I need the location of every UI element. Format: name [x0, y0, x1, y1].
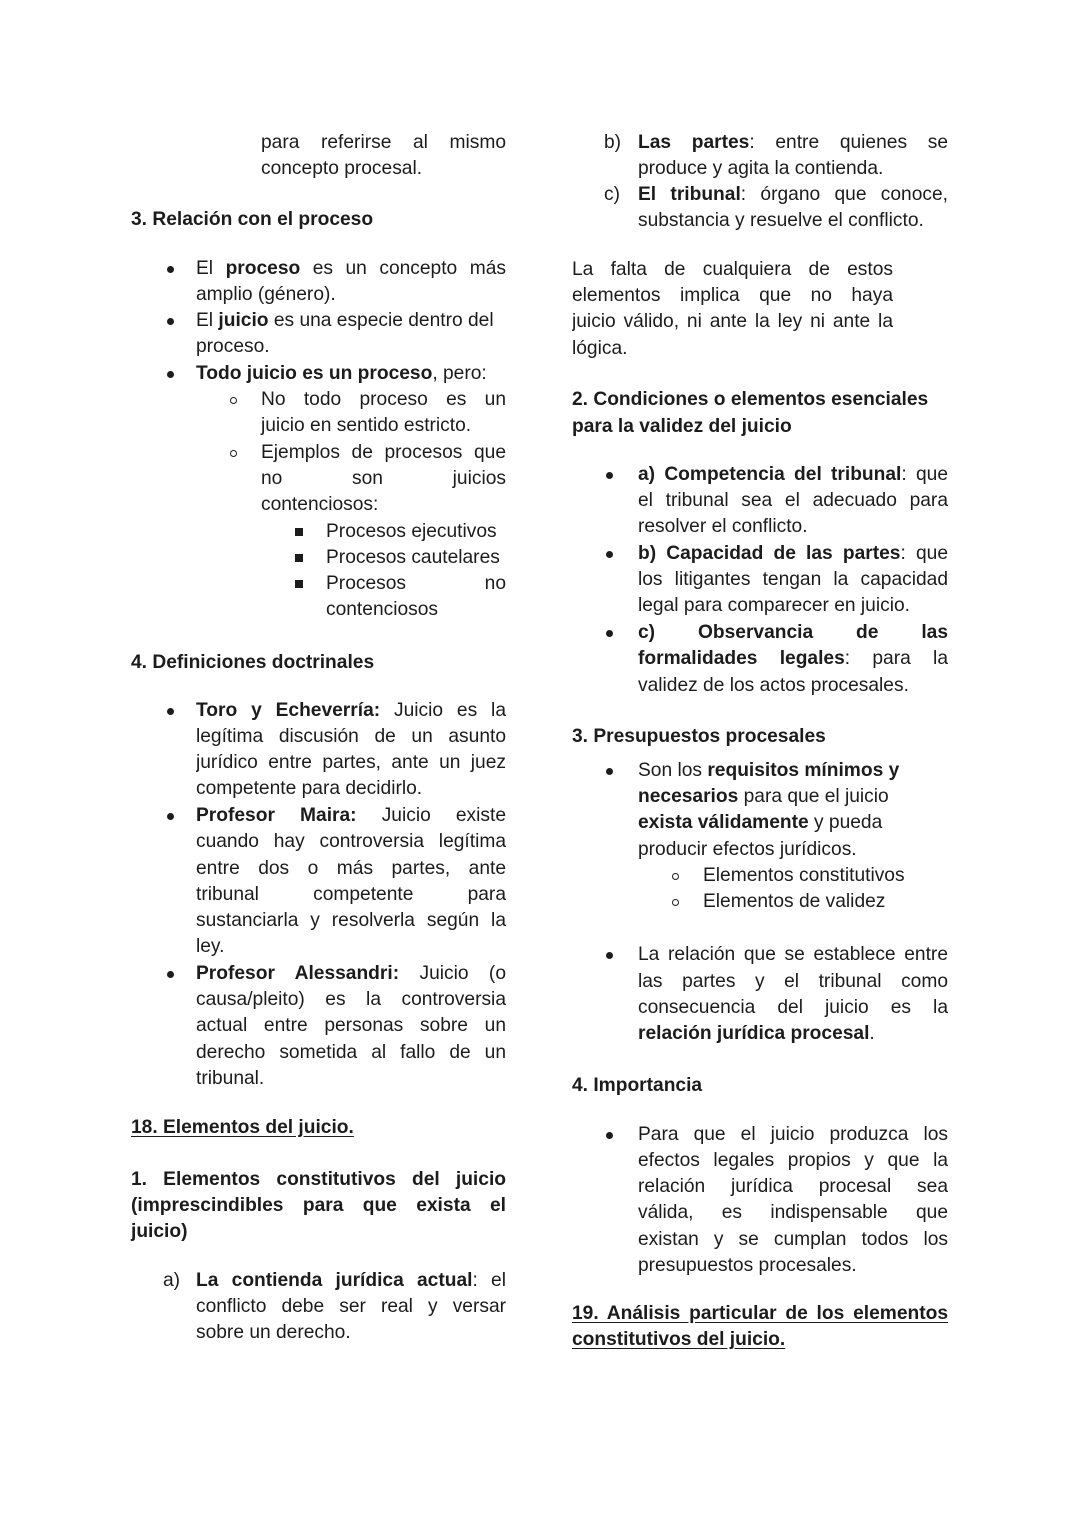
definition-line: tribunal competente para: [196, 884, 506, 905]
bullet-icon: [606, 630, 613, 637]
subsection-heading: (imprescindibles para que exista el: [131, 1195, 506, 1216]
square-bullet-icon: [295, 528, 303, 536]
section-heading: 2. Condiciones o elementos esenciales: [572, 389, 929, 410]
chapter-heading: 19. Análisis particular de los elementos: [572, 1303, 948, 1324]
condition-line: validez de los actos procesales.: [638, 675, 909, 696]
condition-item: b) Capacidad de las partes: que: [638, 543, 948, 564]
bullet-icon: [606, 768, 613, 775]
condition-line: formalidades legales: para la: [638, 648, 948, 669]
importance-line: relación jurídica procesal sea: [638, 1176, 948, 1197]
definition-line: sustanciarla y resolverla según la: [196, 910, 506, 931]
sub-item-cont: juicio en sentido estricto.: [261, 415, 472, 436]
sub-item: Elementos constitutivos: [703, 865, 905, 886]
section-heading: 3. Relación con el proceso: [131, 209, 374, 230]
square-bullet-icon: [295, 554, 303, 562]
definition-line: derecho sometida al fallo de un: [196, 1042, 506, 1063]
sub-item-cont: contenciosos:: [261, 494, 379, 515]
section-heading: para la validez del juicio: [572, 416, 792, 437]
section-heading: 3. Presupuestos procesales: [572, 726, 826, 747]
importance-line: Para que el juicio produzca los: [638, 1124, 948, 1145]
bullet-icon: [167, 266, 174, 273]
presupuesto-line: necesarios para que el juicio: [638, 786, 889, 807]
list-marker: b): [604, 132, 622, 153]
importance-line: presupuestos procesales.: [638, 1255, 857, 1276]
definition-line: tribunal.: [196, 1068, 265, 1089]
definition-line: cuando hay controversia legítima: [196, 831, 506, 852]
intro-line: concepto procesal.: [261, 158, 423, 179]
sub-item: Elementos de validez: [703, 891, 886, 912]
paragraph-line: La falta de cualquiera de estos: [572, 259, 893, 280]
bullet-icon: [167, 371, 174, 378]
circle-bullet-icon: [230, 450, 237, 457]
bullet-icon: [606, 952, 613, 959]
presupuesto-line: producir efectos jurídicos.: [638, 839, 857, 860]
bullet-icon: [167, 708, 174, 715]
paragraph-line: juicio válido, ni ante la ley ni ante la: [572, 311, 893, 332]
relation-line: las partes y el tribunal como: [638, 971, 948, 992]
definition-line: ley.: [196, 936, 225, 957]
element-line: sobre un derecho.: [196, 1322, 351, 1343]
paragraph-line: elementos implica que no haya: [572, 285, 893, 306]
bullet-icon: [606, 1132, 613, 1139]
definition-item: Toro y Echeverría: Juicio es la: [196, 700, 506, 721]
bullet-icon: [606, 472, 613, 479]
sub-item: Ejemplos de procesos que: [261, 442, 506, 463]
element-line: substancia y resuelve el conflicto.: [638, 210, 924, 231]
relation-line: consecuencia del juicio es la: [638, 997, 948, 1018]
square-bullet-icon: [295, 580, 303, 588]
importance-line: efectos legales propios y que la: [638, 1150, 948, 1171]
subsub-item-cont: contenciosos: [326, 599, 438, 620]
condition-line: los litigantes tengan la capacidad: [638, 569, 948, 590]
section-heading: 4. Definiciones doctrinales: [131, 652, 375, 673]
importance-line: existan y se cumplan todos los: [638, 1229, 948, 1250]
condition-line: el tribunal sea el adecuado para: [638, 490, 948, 511]
element-item: Las partes: entre quienes se: [638, 132, 948, 153]
bullet-icon: [167, 318, 174, 325]
list-item: Todo juicio es un proceso, pero:: [196, 363, 487, 384]
circle-bullet-icon: [672, 899, 679, 906]
relation-line: relación jurídica procesal.: [638, 1023, 875, 1044]
definition-line: jurídico entre partes, ante un juez: [196, 752, 506, 773]
subsection-heading: juicio): [131, 1221, 188, 1242]
list-marker: c): [604, 184, 620, 205]
sub-item-cont: no son juicios: [261, 468, 506, 489]
definition-line: entre dos o más partes, ante: [196, 858, 506, 879]
presupuesto-line: exista válidamente y pueda: [638, 812, 883, 833]
list-item-cont: proceso.: [196, 336, 270, 357]
condition-item: a) Competencia del tribunal: que: [638, 464, 948, 485]
paragraph-line: lógica.: [572, 338, 628, 359]
list-marker: a): [163, 1270, 181, 1291]
chapter-heading: 18. Elementos del juicio.: [131, 1117, 354, 1138]
element-line: conflicto debe ser real y versar: [196, 1296, 506, 1317]
bullet-icon: [167, 971, 174, 978]
subsub-item: Procesos ejecutivos: [326, 521, 497, 542]
list-item-cont: amplio (género).: [196, 284, 336, 305]
circle-bullet-icon: [230, 397, 237, 404]
condition-line: resolver el conflicto.: [638, 516, 808, 537]
bullet-icon: [167, 813, 174, 820]
circle-bullet-icon: [672, 873, 679, 880]
subsection-heading: 1. Elementos constitutivos del juicio: [131, 1169, 506, 1190]
list-item: El proceso es un concepto más: [196, 258, 506, 279]
element-item: La contienda jurídica actual: el: [196, 1270, 506, 1291]
definition-item: Profesor Alessandri: Juicio (o: [196, 963, 506, 984]
list-item: El juicio es una especie dentro del: [196, 310, 494, 331]
element-item: El tribunal: órgano que conoce,: [638, 184, 948, 205]
chapter-heading: constitutivos del juicio.: [572, 1329, 786, 1350]
relation-line: La relación que se establece entre: [638, 944, 948, 965]
definition-line: causa/pleito) es la controversia: [196, 989, 506, 1010]
element-line: produce y agita la contienda.: [638, 158, 884, 179]
definition-line: legítima discusión de un asunto: [196, 726, 506, 747]
subsub-item: Procesos no: [326, 573, 506, 594]
definition-item: Profesor Maira: Juicio existe: [196, 805, 506, 826]
sub-item: No todo proceso es un: [261, 389, 506, 410]
presupuesto-item: Son los requisitos mínimos y: [638, 760, 900, 781]
intro-line: para referirse al mismo: [261, 132, 506, 153]
condition-item: c) Observancia de las: [638, 622, 948, 643]
bullet-icon: [606, 551, 613, 558]
definition-line: competente para decidirlo.: [196, 778, 423, 799]
section-heading: 4. Importancia: [572, 1075, 703, 1096]
definition-line: actual entre personas sobre un: [196, 1015, 506, 1036]
subsub-item: Procesos cautelares: [326, 547, 500, 568]
condition-line: legal para comparecer en juicio.: [638, 595, 910, 616]
importance-line: válida, es indispensable que: [638, 1202, 948, 1223]
